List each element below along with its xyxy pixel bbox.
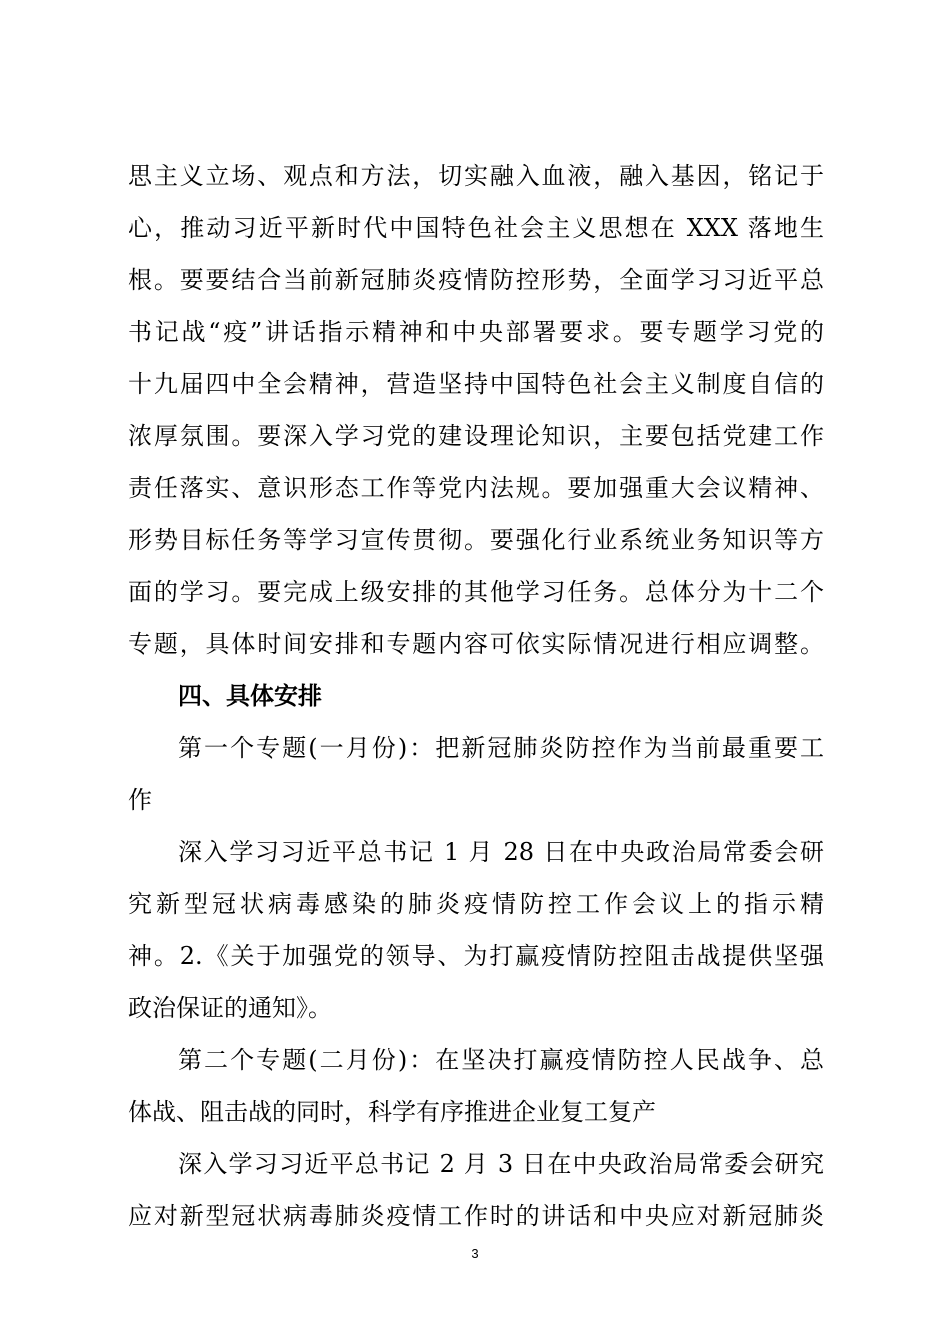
page-number: 3 (471, 1246, 479, 1261)
body-line: 神。2.《关于加强党的领导、为打赢疫情防控阻击战提供坚强 (128, 942, 824, 970)
body-line: 十九届四中全会精神，营造坚持中国特色社会主义制度自信的 (128, 370, 824, 398)
body-line: 深入学习习近平总书记 1 月 28 日在中央政治局常委会研 (178, 838, 824, 866)
body-line: 专题，具体时间安排和专题内容可依实际情况进行相应调整。 (128, 630, 824, 658)
section-heading: 四、具体安排 (178, 681, 322, 710)
topic-heading-line: 体战、阻击战的同时，科学有序推进企业复工复产 (128, 1098, 656, 1126)
body-line: 政治保证的通知》。 (128, 994, 332, 1022)
body-line: 浓厚氛围。要深入学习党的建设理论知识，主要包括党建工作 (128, 422, 824, 450)
body-line: 应对新型冠状病毒肺炎疫情工作时的讲话和中央应对新冠肺炎 (128, 1202, 824, 1230)
body-line: 究新型冠状病毒感染的肺炎疫情防控工作会议上的指示精 (128, 890, 824, 918)
body-line: 面的学习。要完成上级安排的其他学习任务。总体分为十二个 (128, 578, 824, 606)
topic-heading-line: 作 (128, 786, 152, 814)
body-line: 形势目标任务等学习宣传贯彻。要强化行业系统业务知识等方 (128, 526, 824, 554)
body-line: 思主义立场、观点和方法，切实融入血液，融入基因，铭记于 (128, 162, 824, 190)
document-body (128, 150, 824, 1242)
topic-heading-line: 第二个专题(二月份)：在坚决打赢疫情防控人民战争、总 (178, 1046, 824, 1074)
body-line: 深入学习习近平总书记 2 月 3 日在中央政治局常委会研究 (178, 1150, 824, 1178)
body-line: 根。要要结合当前新冠肺炎疫情防控形势，全面学习习近平总 (128, 266, 824, 294)
body-line: 书记战“疫”讲话指示精神和中央部署要求。要专题学习党的 (128, 318, 824, 346)
topic-heading-line: 第一个专题(一月份)：把新冠肺炎防控作为当前最重要工 (178, 734, 824, 762)
body-line: 责任落实、意识形态工作等党内法规。要加强重大会议精神、 (128, 474, 824, 502)
body-line: 心，推动习近平新时代中国特色社会主义思想在 XXX 落地生 (128, 214, 824, 242)
